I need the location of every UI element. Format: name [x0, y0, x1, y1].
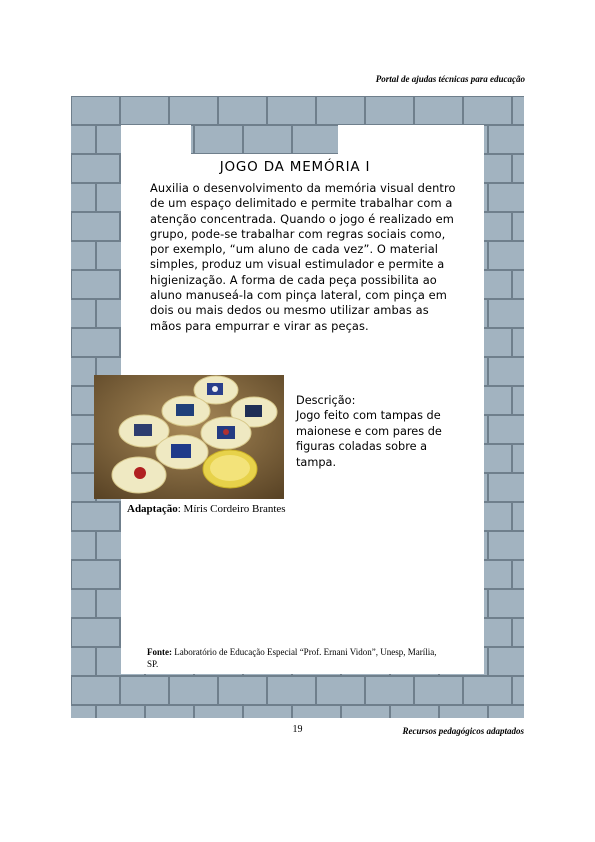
brick [71, 270, 120, 299]
brick [341, 705, 390, 718]
brick [71, 212, 120, 241]
brick [365, 96, 414, 125]
lid-7 [112, 457, 166, 493]
brick [267, 676, 316, 705]
brick [71, 415, 96, 444]
brick [71, 328, 120, 357]
brick [488, 299, 524, 328]
brick [194, 705, 243, 718]
brick [463, 676, 512, 705]
brick [488, 241, 524, 270]
brick [439, 705, 488, 718]
brick [71, 589, 96, 618]
brick [96, 705, 145, 718]
brick [71, 154, 120, 183]
brick [512, 560, 524, 589]
brick [488, 705, 524, 718]
brick [488, 589, 524, 618]
brick [512, 676, 524, 705]
brick [267, 96, 316, 125]
brick [292, 125, 341, 154]
lid-6 [156, 435, 208, 469]
brick [512, 212, 524, 241]
brick [71, 647, 96, 676]
brick [512, 96, 524, 125]
brick [414, 96, 463, 125]
brick [488, 415, 524, 444]
frame-opening [121, 125, 191, 156]
adaptation-credit [127, 503, 286, 515]
brick [488, 183, 524, 212]
brick [120, 96, 169, 125]
brick [512, 444, 524, 473]
brick [512, 270, 524, 299]
brick [463, 96, 512, 125]
brick [512, 502, 524, 531]
brick [512, 154, 524, 183]
description-text: Jogo feito com tampas de maionese e com pares de figuras coladas sobre a tampa. [296, 409, 442, 469]
brick [71, 473, 96, 502]
brick [390, 705, 439, 718]
brick [71, 705, 96, 718]
brick [243, 125, 292, 154]
memory-game-photo [94, 375, 284, 499]
body-paragraph: Auxilia o desenvolvimento da memória visual dentro de um espaço delimitado e permite trabalhar com a atenção concentrada. Quando o jogo é realizado em grupo, pode-se trabalhar com regras sociais como, por exemplo, “um aluno de cada vez”. O material simples, produz um visual estimulador e permite a higienização. A forma de cada peça possibilita ao aluno manuseá-la com pinça lateral, com pinça em dois ou mais dedos ou mesmo utilizar ambas as mãos para empurrar e virar as peças. [150, 181, 456, 333]
brick [316, 96, 365, 125]
brick [71, 502, 120, 531]
page-header: Portal de ajudas técnicas para educação [375, 74, 525, 84]
source-credit [147, 646, 447, 670]
brick [488, 473, 524, 502]
adaptation-label: Adaptação [127, 503, 178, 515]
brick [218, 676, 267, 705]
brick [71, 618, 120, 647]
brick [316, 676, 365, 705]
brick [512, 328, 524, 357]
brick [512, 386, 524, 415]
page-footer: Recursos pedagógicos adaptados [402, 726, 524, 736]
adaptation-name: : Míris Cordeiro Brantes [177, 503, 286, 515]
brick [120, 676, 169, 705]
lid-8-open [203, 450, 257, 488]
brick [414, 676, 463, 705]
page-title: JOGO DA MEMÓRIA I [219, 159, 371, 175]
brick [488, 647, 524, 676]
brick [169, 676, 218, 705]
frame-opening [338, 125, 484, 156]
brick [243, 705, 292, 718]
brick [71, 357, 96, 386]
description-label: Descrição: [296, 394, 356, 407]
brick [488, 125, 524, 154]
brick [488, 357, 524, 386]
source-text: Laboratório de Educação Especial “Prof. Ernani Vidon”, Unesp, Marília, SP. [147, 647, 437, 669]
brick [488, 531, 524, 560]
brick [145, 705, 194, 718]
brick [71, 241, 96, 270]
brick [365, 676, 414, 705]
lid-5 [201, 417, 251, 449]
brick [71, 125, 96, 154]
brick [71, 96, 120, 125]
brick [194, 125, 243, 154]
brick [512, 618, 524, 647]
source-label: Fonte: [147, 647, 172, 657]
lid-3 [162, 396, 210, 426]
brick [71, 531, 96, 560]
brick [218, 96, 267, 125]
brick [169, 96, 218, 125]
brick [71, 183, 96, 212]
page-number: 19 [292, 724, 303, 735]
brick [71, 560, 120, 589]
description-block [296, 393, 456, 470]
brick [71, 299, 96, 328]
brick [71, 676, 120, 705]
brick [292, 705, 341, 718]
